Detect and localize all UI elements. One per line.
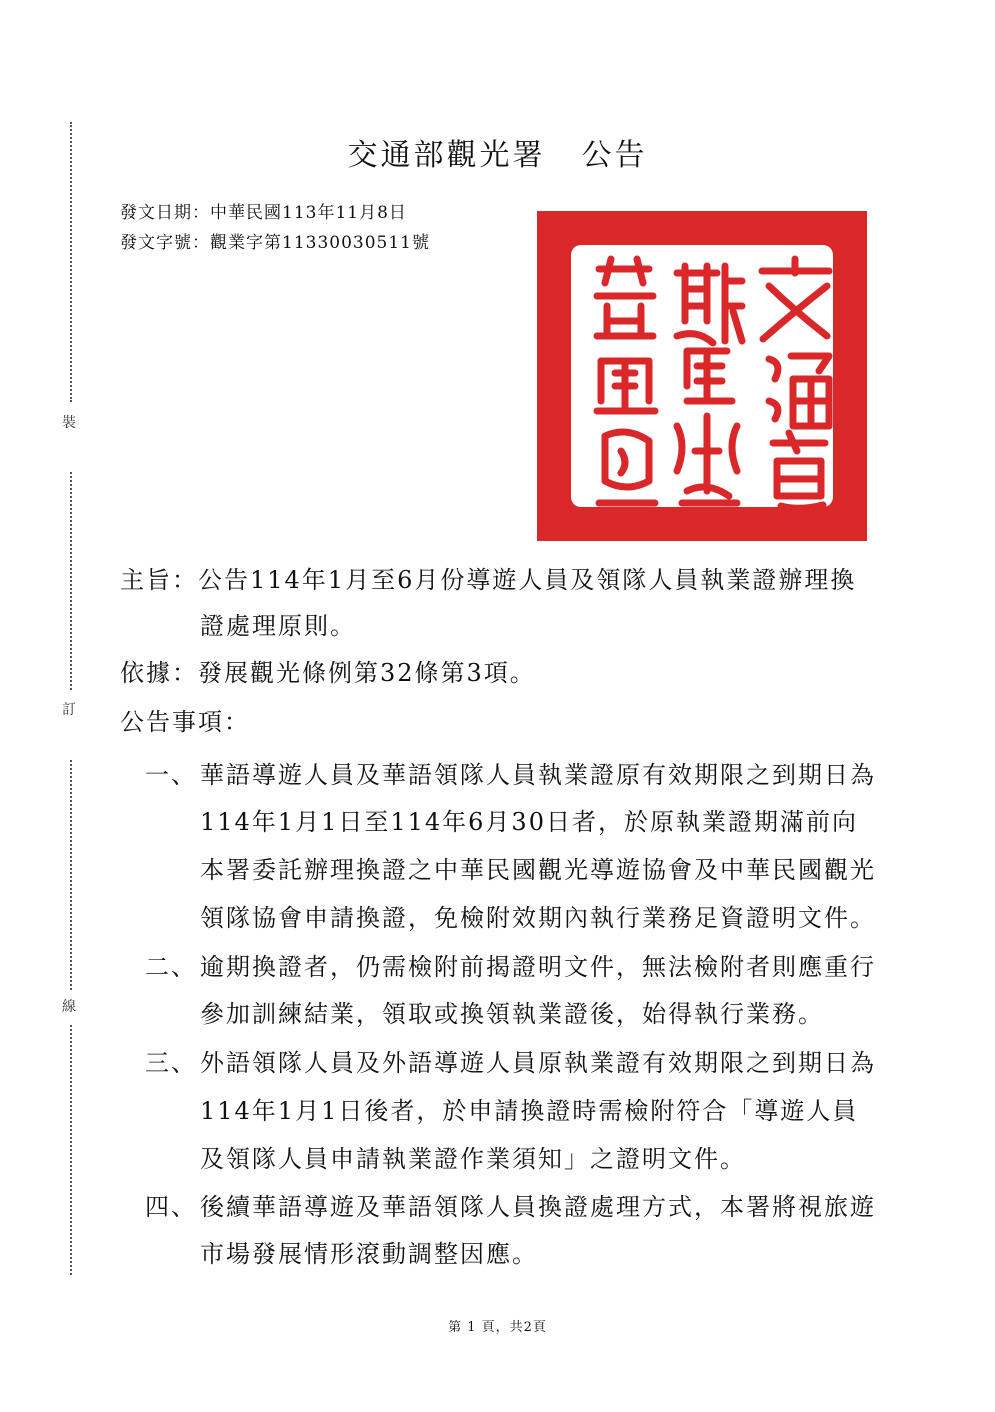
item-1-number: 一、 — [145, 761, 197, 789]
binding-mark-ding: 訂 — [62, 702, 76, 718]
subject-line-2: 證處理原則。 — [200, 612, 356, 640]
binding-mark-xian: 線 — [62, 999, 76, 1015]
item-1-line-2: 114年1月1日至114年6月30日者，於原執業證期滿前向 — [200, 808, 858, 836]
subject-line-1 — [120, 560, 856, 595]
subject-text-1: 公告114年1月至6月份導遊人員及領隊人員執業證辦理換 — [198, 566, 857, 594]
item-3-number: 三、 — [145, 1049, 197, 1077]
item-4-line-2: 市場發展情形滾動調整因應。 — [200, 1240, 538, 1268]
item-2-line-2: 參加訓練結業，領取或換領執業證後，始得執行業務。 — [200, 1000, 824, 1028]
basis-label: 依據： — [120, 659, 198, 687]
basis-text: 發展觀光條例第32條第3項。 — [198, 659, 536, 687]
issue-date-value: 中華民國113年11月8日 — [210, 203, 407, 223]
subject-label: 主旨： — [120, 566, 198, 594]
issue-date — [120, 198, 407, 223]
official-seal — [537, 211, 867, 541]
item-3-line-1: 外語領隊人員及外語導遊人員原執業證有效期限之到期日為 — [200, 1049, 876, 1077]
item-2-line-1: 逾期換證者，仍需檢附前揭證明文件，無法檢附者則應重行 — [200, 953, 876, 981]
seal-script-glyphs — [537, 211, 867, 541]
page-number: 第 1 頁，共2頁 — [448, 1320, 547, 1335]
binding-line-lower-mid — [70, 760, 72, 990]
item-4-number: 四、 — [145, 1193, 197, 1221]
document-number-value: 觀業字第11330030511號 — [210, 233, 430, 253]
agency-name: 交通部觀光署 — [347, 138, 546, 173]
document-number-label: 發文字號： — [120, 233, 210, 253]
binding-line-upper-mid — [70, 472, 72, 690]
item-1-line-1: 華語導遊人員及華語領隊人員執業證原有效期限之到期日為 — [200, 761, 876, 789]
binding-line-bottom — [70, 1025, 72, 1275]
basis-line — [120, 653, 536, 688]
notice-label: 公告事項： — [120, 708, 250, 736]
document-type: 公告 — [581, 138, 648, 173]
binding-mark-zhuang: 裝 — [62, 415, 76, 431]
item-1-line-3: 本署委託辦理換證之中華民國觀光導遊協會及中華民國觀光 — [200, 856, 876, 884]
item-4-line-1: 後續華語導遊及華語領隊人員換證處理方式，本署將視旅遊 — [200, 1193, 876, 1221]
item-2-number: 二、 — [145, 953, 197, 981]
document-title — [0, 130, 995, 174]
issue-date-label: 發文日期： — [120, 203, 210, 223]
item-3-line-2: 114年1月1日後者，於申請換證時需檢附符合「導遊人員 — [200, 1097, 859, 1125]
item-3-line-3: 及領隊人員申請執業證作業須知」之證明文件。 — [200, 1145, 746, 1173]
document-number — [120, 228, 430, 253]
item-1-line-4: 領隊協會申請換證，免檢附效期內執行業務足資證明文件。 — [200, 904, 876, 932]
